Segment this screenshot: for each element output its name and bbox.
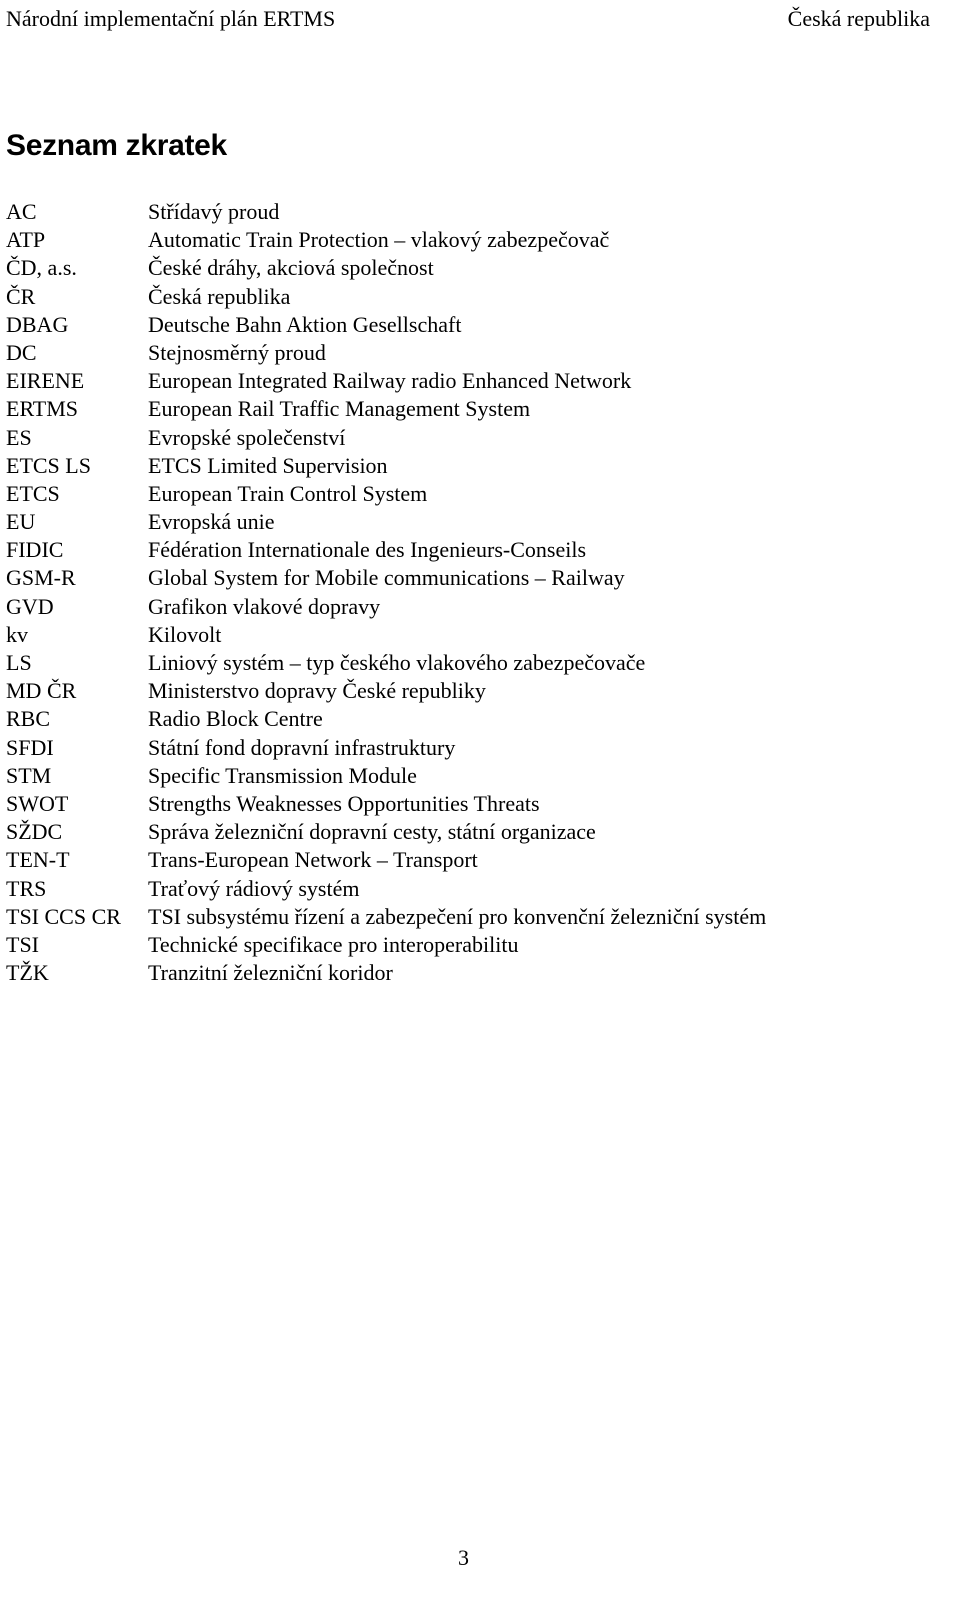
abbreviation: EIRENE [6,368,85,394]
abbreviation-meaning: Kilovolt [148,621,222,647]
section-title: Seznam zkratek [6,129,227,162]
abbreviation-meaning: Fédération Internationale des Ingenieurs-Conseils [148,537,587,563]
abbreviation-row [6,846,926,874]
abbreviation-row [6,536,926,564]
abbreviation-meaning: Tranzitní železniční koridor [148,960,393,986]
abbreviation-row [6,959,926,987]
abbreviation-row [6,762,926,790]
header-country: Česká republika [787,6,930,31]
abbreviation-row [6,198,926,226]
abbreviation: SŽDC [6,819,63,845]
header-document-title: Národní implementační plán ERTMS [6,6,336,31]
abbreviation-row [6,452,926,480]
abbreviation-row [6,593,926,621]
abbreviation: ES [6,424,32,450]
abbreviation: AC [6,199,37,224]
abbreviation-meaning: Specific Transmission Module [148,762,417,788]
abbreviation-row [6,226,926,254]
abbreviation-meaning: Grafikon vlakové dopravy [148,593,381,619]
abbreviation-meaning: Česká republika [148,283,291,309]
abbreviation: EU [6,509,36,535]
abbreviation: MD ČR [6,678,77,704]
abbreviation-meaning: České dráhy, akciová společnost [148,255,434,281]
abbreviation: LS [6,650,32,675]
abbreviation-row [6,621,926,649]
abbreviation-meaning: Deutsche Bahn Aktion Gesellschaft [148,311,462,337]
abbreviation-meaning: Evropské společenství [148,424,346,450]
abbreviation-meaning: Správa železniční dopravní cesty, státní organizace [148,819,596,845]
abbreviation-list [6,198,926,987]
abbreviation-row [6,339,926,367]
abbreviation-meaning: Technické specifikace pro interoperabilitu [148,931,519,957]
abbreviation-meaning: Radio Block Centre [148,706,323,732]
abbreviation-row [6,649,926,677]
abbreviation: STM [6,762,52,788]
abbreviation-row [6,367,926,395]
abbreviation-meaning: European Rail Traffic Management System [148,396,531,422]
abbreviation-meaning: Automatic Train Protection – vlakový zabezpečovač [148,227,610,253]
abbreviation-meaning: Global System for Mobile communications – Railway [148,565,625,591]
abbreviation: TRS [6,875,47,901]
abbreviation-meaning: Traťový rádiový systém [148,875,360,901]
abbreviation-row [6,734,926,762]
abbreviation-meaning: European Integrated Railway radio Enhanced Network [148,368,632,394]
abbreviation: TSI CCS CR [6,903,121,929]
abbreviation-row [6,931,926,959]
abbreviation: RBC [6,706,51,732]
abbreviation: ČR [6,283,36,309]
abbreviation: SFDI [6,734,54,760]
abbreviation-row [6,818,926,846]
abbreviation-row [6,254,926,282]
abbreviation-meaning: Liniový systém – typ českého vlakového zabezpečovače [148,650,646,675]
abbreviation: GSM-R [6,565,76,591]
abbreviation: TSI [6,931,39,957]
abbreviation-meaning: Státní fond dopravní infrastruktury [148,734,456,760]
abbreviation-meaning: Trans-European Network – Transport [148,847,478,873]
abbreviation-meaning: Strengths Weaknesses Opportunities Threats [148,790,540,816]
abbreviation-row [6,903,926,931]
abbreviation-row [6,790,926,818]
abbreviation-row [6,424,926,452]
abbreviation-row [6,283,926,311]
abbreviation-meaning: TSI subsystému řízení a zabezpečení pro konvenční železniční systém [148,903,767,929]
abbreviation-meaning: Stejnosměrný proud [148,339,326,365]
abbreviation-row [6,508,926,536]
page-header [6,4,930,34]
abbreviation-row [6,705,926,733]
abbreviation-row [6,677,926,705]
abbreviation: FIDIC [6,537,64,563]
abbreviation: GVD [6,593,54,619]
abbreviation-meaning: Evropská unie [148,509,275,535]
abbreviation: ČD, a.s. [6,255,77,281]
abbreviation: ERTMS [6,396,79,422]
abbreviation-row [6,480,926,508]
abbreviation-row [6,311,926,339]
abbreviation: ATP [6,227,46,253]
abbreviation-meaning: Ministerstvo dopravy České republiky [148,678,486,704]
abbreviation-row [6,564,926,592]
abbreviation: DC [6,339,37,365]
abbreviation-meaning: ETCS Limited Supervision [148,452,388,478]
abbreviation: SWOT [6,790,69,816]
abbreviation-row [6,875,926,903]
abbreviation: TŽK [6,960,49,986]
abbreviation-meaning: European Train Control System [148,480,428,506]
abbreviation-row [6,395,926,423]
abbreviation: ETCS [6,480,60,506]
abbreviation: ETCS LS [6,452,91,478]
abbreviation: kv [6,621,28,647]
page-number: 3 [458,1545,469,1570]
abbreviation-meaning: Střídavý proud [148,199,280,224]
abbreviation: TEN-T [6,847,70,873]
abbreviation: DBAG [6,311,69,337]
